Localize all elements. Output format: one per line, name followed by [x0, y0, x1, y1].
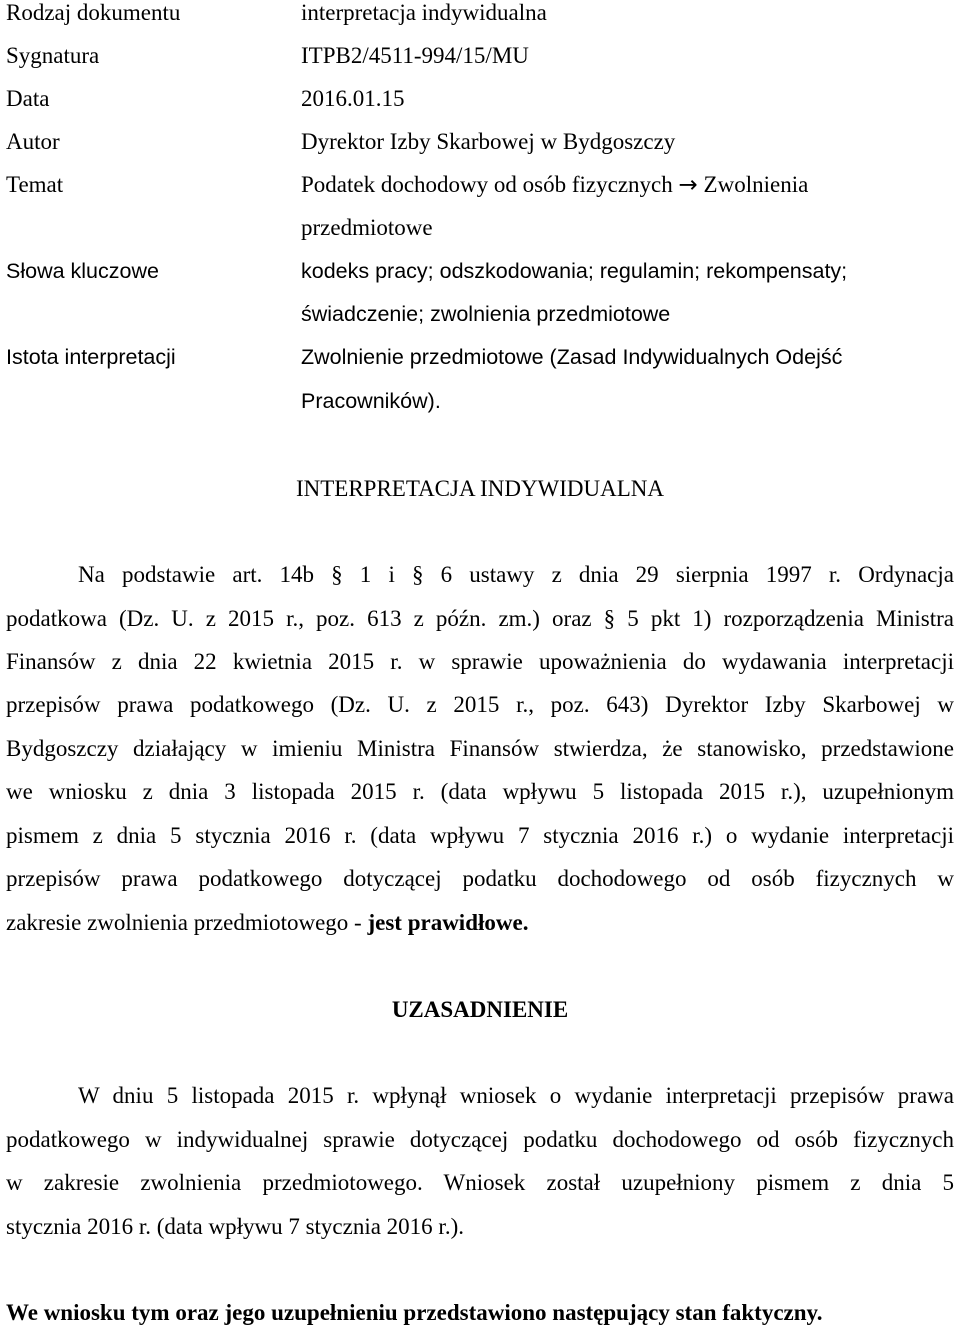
justification-line-3: w zakresie zwolnienia przedmiotowego. Wniosek został uzupełniony pismem z dnia 5 [6, 1170, 954, 1195]
ruling-line-6: we wniosku z dnia 3 listopada 2015 r. (data wpływu 5 listopada 2015 r.), uzupełnionym [6, 779, 954, 804]
ruling-line-4: przepisów prawa podatkowego (Dz. U. z 2015 r., poz. 643) Dyrektor Izby Skarbowej w [6, 692, 954, 717]
meta-label-keywords: Słowa kluczowe [6, 259, 159, 283]
ruling-line-2: podatkowa (Dz. U. z 2015 r., poz. 613 z późn. zm.) oraz § 5 pkt 1) rozporządzenia Ministra [6, 606, 954, 631]
meta-value-doc-type: interpretacja indywidualna [301, 0, 547, 25]
meta-value-topic-line2: przedmiotowe [301, 215, 433, 240]
justification-line-2: podatkowego w indywidualnej sprawie dotyczącej podatku dochodowego od osób fizycznych [6, 1127, 954, 1152]
meta-label-doc-type: Rodzaj dokumentu [6, 0, 181, 25]
meta-value-keywords-line2: świadczenie; zwolnienia przedmiotowe [301, 302, 671, 326]
ruling-line-3: Finansów z dnia 22 kwietnia 2015 r. w sprawie upoważnienia do wydawania interpretacji [6, 649, 954, 674]
justification-line-1: W dniu 5 listopada 2015 r. wpłynął wniosek o wydanie interpretacji przepisów prawa [78, 1083, 954, 1108]
ruling-verdict: jest prawidłowe. [367, 910, 529, 935]
ruling-line-9-text: zakresie zwolnienia przedmiotowego - [6, 910, 368, 935]
meta-value-signature: ITPB2/4511-994/15/MU [301, 43, 529, 68]
ruling-line-8: przepisów prawa podatkowego dotyczącej podatku dochodowego od osób fizycznych w [6, 866, 954, 891]
facts-statement: We wniosku tym oraz jego uzupełnieniu przedstawiono następujący stan faktyczny. [6, 1300, 823, 1325]
meta-value-essence-line2: Pracowników). [301, 389, 441, 413]
meta-value-keywords-line1: kodeks pracy; odszkodowania; regulamin; rekompensaty; [301, 259, 848, 283]
justification-heading: UZASADNIENIE [391, 997, 569, 1022]
meta-label-signature: Sygnatura [6, 43, 100, 68]
arrow-right-icon: → [678, 172, 698, 198]
meta-label-topic: Temat [6, 172, 64, 197]
meta-value-author: Dyrektor Izby Skarbowej w Bydgoszczy [301, 129, 676, 154]
ruling-line-7: pismem z dnia 5 stycznia 2016 r. (data wpływu 7 stycznia 2016 r.) o wydanie interpretacji [6, 823, 954, 848]
meta-value-topic-part2: Zwolnienia [703, 172, 809, 197]
document-heading: INTERPRETACJA INDYWIDUALNA [295, 476, 665, 501]
ruling-line-9 [6, 910, 954, 936]
ruling-line-1: Na podstawie art. 14b § 1 i § 6 ustawy z dnia 29 sierpnia 1997 r. Ordynacja [78, 562, 954, 587]
meta-value-date: 2016.01.15 [301, 86, 405, 111]
meta-label-author: Autor [6, 129, 60, 154]
meta-value-essence-line1: Zwolnienie przedmiotowe (Zasad Indywidualnych Odejść [301, 345, 843, 369]
ruling-line-5: Bydgoszczy działający w imieniu Ministra Finansów stwierdza, że stanowisko, przedstawione [6, 736, 954, 761]
justification-line-4: stycznia 2016 r. (data wpływu 7 stycznia 2016 r.). [6, 1214, 464, 1239]
meta-value-topic-part1: Podatek dochodowy od osób fizycznych [301, 172, 673, 197]
meta-label-date: Data [6, 86, 50, 111]
meta-value-topic [301, 172, 808, 198]
meta-label-essence: Istota interpretacji [6, 345, 176, 369]
